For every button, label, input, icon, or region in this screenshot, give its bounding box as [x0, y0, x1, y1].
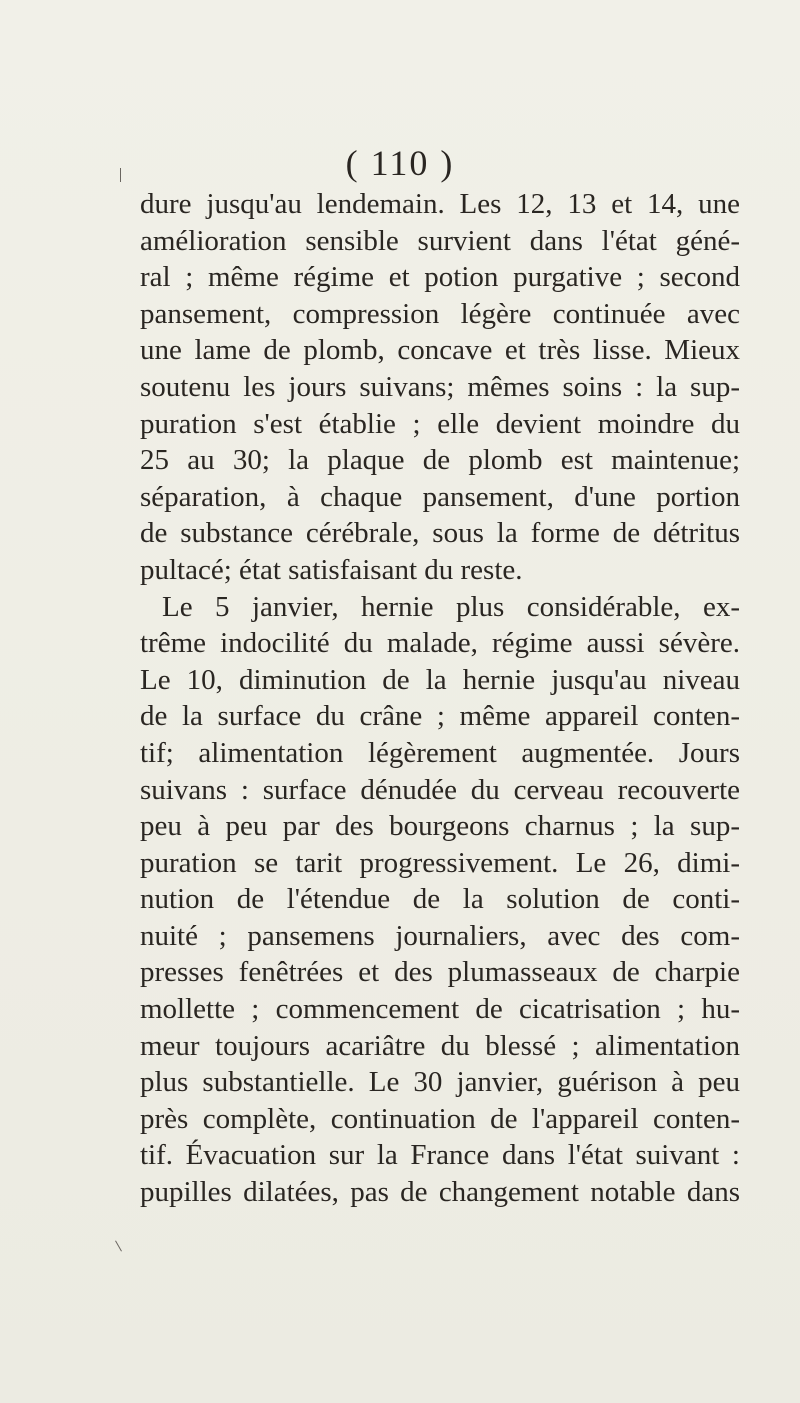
text-line: pultacé; état satisfaisant du reste. [140, 553, 523, 586]
text-line: tif; alimentation légèrement augmentée. Jours [140, 736, 740, 769]
text-line: puration se tarit progressivement. Le 26, dimi- [140, 846, 740, 879]
text-line: de substance cérébrale, sous la forme de détritus [140, 517, 740, 550]
text-line: pupilles dilatées, pas de changement notable dans [140, 1176, 740, 1209]
text-line: Le 5 janvier, hernie plus considérable, ex- [162, 590, 740, 623]
text-line: presses fenêtrées et des plumasseaux de charpie [140, 956, 740, 989]
text-line: Le 10, diminution de la hernie jusqu'au niveau [140, 663, 740, 696]
text-line: près complète, continuation de l'appareil conten- [140, 1102, 740, 1135]
text-line: mollette ; commencement de cicatrisation ; hu- [140, 993, 740, 1026]
text-line: nution de l'étendue de la solution de conti- [140, 883, 740, 916]
text-line: suivans : surface dénudée du cerveau recouverte [140, 773, 740, 806]
margin-mark [115, 1241, 122, 1252]
text-line: 25 au 30; la plaque de plomb est maintenue; [140, 444, 740, 477]
text-line: séparation, à chaque pansement, d'une portion [140, 480, 740, 513]
text-line: soutenu les jours suivans; mêmes soins : la sup- [140, 370, 740, 403]
text-line: amélioration sensible survient dans l'état géné- [140, 224, 740, 257]
text-line: tif. Évacuation sur la France dans l'état suivant : [140, 1139, 740, 1172]
text-line: puration s'est établie ; elle devient moindre du [140, 407, 740, 440]
text-line: peu à peu par des bourgeons charnus ; la sup- [140, 810, 740, 843]
text-line: ral ; même régime et potion purgative ; second [140, 261, 740, 294]
text-line: de la surface du crâne ; même appareil conten- [140, 700, 740, 733]
text-line: meur toujours acariâtre du blessé ; alimentation [140, 1029, 740, 1062]
text-line: nuité ; pansemens journaliers, avec des com- [140, 919, 740, 952]
text-line: une lame de plomb, concave et très lisse. Mieux [140, 334, 740, 367]
text-line: plus substantielle. Le 30 janvier, guérison à peu [140, 1066, 740, 1099]
body-text [140, 186, 740, 1211]
page-number: ( 110 ) [345, 143, 455, 183]
text-line: trême indocilité du malade, régime aussi sévère. [140, 627, 740, 660]
text-line: dure jusqu'au lendemain. Les 12, 13 et 14, une [140, 188, 740, 220]
text-line: pansement, compression légère continuée avec [140, 297, 740, 330]
